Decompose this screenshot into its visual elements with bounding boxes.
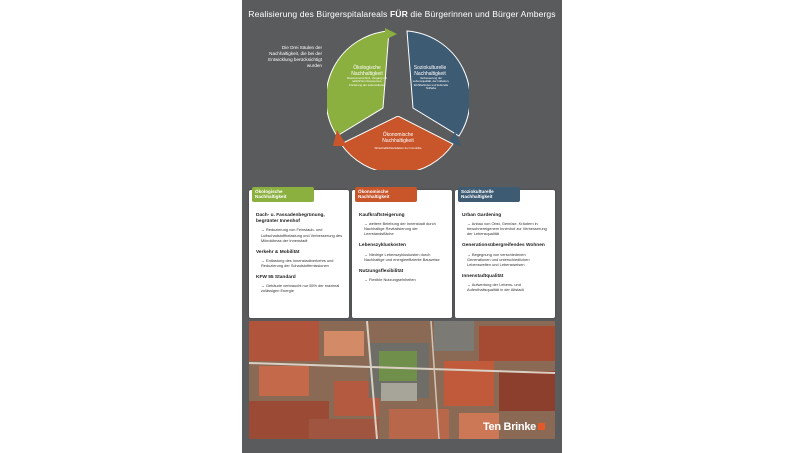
section-item: → Begegnung von verschiedenen Generationen und unterschiedlichen Lebenswelten und Lebensweisen: [467, 251, 530, 267]
wheel-hub: [392, 104, 404, 116]
card-social: [455, 190, 555, 318]
card-section: [359, 213, 447, 236]
title-bold: FÜR: [389, 9, 408, 19]
card-section: [256, 213, 344, 243]
poster: [242, 0, 562, 453]
card-economy: [352, 190, 452, 318]
section-item: → Gebäude verbraucht nur 55% der maximal zulässigen Energie: [261, 283, 340, 294]
section-heading: Lebenszykluskosten: [359, 243, 406, 249]
oek-title-2: Nachhaltigkeit: [382, 138, 414, 144]
card-economy-tab: Ökonomische Nachhaltigkeit: [355, 187, 417, 202]
card-ecology: [249, 190, 349, 318]
eco-title-2: Nachhaltigkeit: [351, 71, 383, 77]
soc-subtitle: Verbesserung der Lebensqualität, der Inklusion, Wohlbefinden und kulturelle Teilhabe: [412, 77, 450, 91]
eco-title-1: Ökologische: [353, 65, 381, 71]
card-section: [462, 243, 550, 266]
oek-title-1: Ökonomische: [382, 132, 414, 138]
sustainability-wheel: [327, 28, 469, 170]
section-item: → Flexible Nutzungseinheiten: [364, 277, 416, 283]
section-heading: Dach- u. Fassadenbegrünung, begrünter Innenhof: [256, 213, 325, 225]
section-heading: Generationsübergreifendes Wohnen: [462, 243, 545, 249]
eco-subtitle: Ressourcenschutz, Umgang mit natürlichen Ressourcen, Förderung der Lebensräume: [347, 77, 387, 87]
title-prefix: Realisierung des Bürgerspitalareals: [248, 9, 388, 19]
card-section: [256, 275, 344, 293]
card-ecology-tab: Ökologische Nachhaltigkeit: [252, 187, 314, 202]
card-section: [462, 274, 550, 292]
aerial-photo: [249, 321, 555, 439]
section-heading: Innenstadtqualität: [462, 273, 504, 279]
section-heading: KFW 55 Standard: [256, 275, 296, 281]
section-heading: Nutzungsflexibilität: [359, 268, 404, 274]
card-section: [359, 243, 447, 261]
soc-title-2: Nachhaltigkeit: [414, 71, 446, 77]
card-section: [462, 213, 550, 236]
soc-title-1: Soziokulturelle: [413, 65, 447, 71]
card-social-body: [462, 213, 550, 299]
ten-brinke-logo: [483, 421, 545, 433]
section-item: → Niedrige Lebenszykluskosten durch Nachhaltige und energieeffiziente Bauweise: [364, 251, 440, 262]
logo-mark-icon: [538, 423, 545, 430]
section-item: → weitere Belebung der Innenstadt durch Nachhaltige Revitalisierung der Leerstandsfläche: [364, 221, 436, 237]
oek-subtitle: Wirtschaftlichkeitsfaktor der Immobilie: [374, 146, 422, 150]
intro-text: Die Drei Säulen der Nachhaltigkeit, die bei der Entwicklung berücksichtigt wurden: [268, 45, 322, 68]
section-item: → Reduzierung von Feinstaub- und Luftschadstoffbelastung und Verbesserung des Mikroklimas der Innenstadt: [261, 227, 343, 243]
logo-text: Ten Brinke: [482, 421, 536, 433]
card-ecology-body: [256, 213, 344, 300]
card-section: [359, 269, 447, 282]
section-item: → Anbau von Obst, Gemüse, Kräutern in bewohnereigenem Innenhof zur Verbesserung der Lebensqualität: [467, 221, 547, 237]
wheel-arrow-ecology: [385, 28, 397, 40]
poster-title: [242, 9, 562, 19]
section-item: → Entlastung des Innenstadtverkehrs und Reduzierung der Schadstoffemissionen: [261, 257, 334, 268]
title-suffix: die Bürgerinnen und Bürger Ambergs: [410, 9, 556, 19]
section-heading: Kaufkraftsteigerung: [359, 213, 405, 218]
card-social-tab: Soziokulturelle Nachhaltigkeit: [458, 187, 520, 202]
card-section: [256, 250, 344, 268]
card-economy-body: [359, 213, 447, 289]
section-heading: Urban Gardening: [462, 213, 502, 218]
section-heading: Verkehr & Mobilität: [256, 249, 300, 255]
section-item: → Aufwertung der Lebens- und Aufenthaltsqualität in der Altstadt: [467, 282, 524, 293]
